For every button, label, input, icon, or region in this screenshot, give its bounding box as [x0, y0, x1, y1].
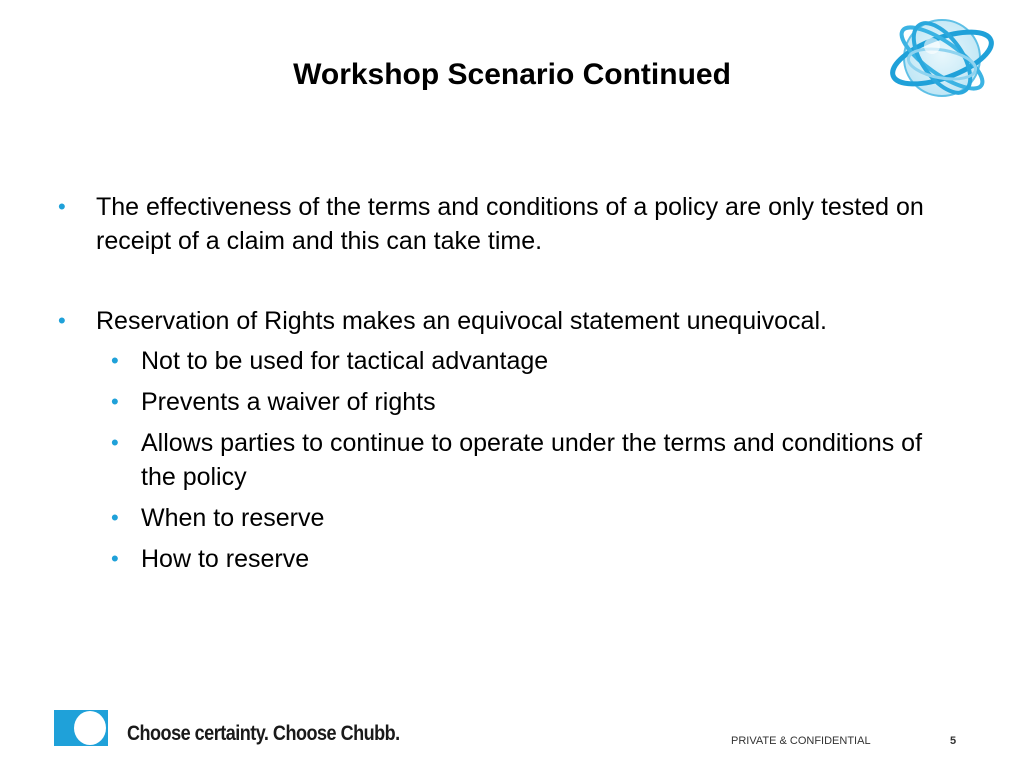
- bullet-dot-icon: •: [58, 308, 66, 333]
- sub-list-item: [56, 426, 956, 494]
- sub-list-item: [56, 385, 956, 419]
- bullet-dot-icon: •: [111, 348, 119, 373]
- sub-bullet-text: Prevents a waiver of rights: [141, 388, 436, 416]
- globe-logo-icon: [886, 8, 998, 112]
- bullet-dot-icon: •: [111, 505, 119, 530]
- footer-tagline: Choose certainty. Choose Chubb.: [127, 722, 400, 745]
- bullet-dot-icon: •: [111, 430, 119, 455]
- slide-body: [56, 190, 956, 583]
- bullet-text: Reservation of Rights makes an equivocal statement unequivocal.: [96, 307, 827, 335]
- chubb-logo-mark-icon: [54, 710, 108, 746]
- sub-bullet-text: Allows parties to continue to operate under the terms and conditions of the policy: [141, 429, 923, 491]
- sub-list-item: [56, 501, 956, 535]
- sub-bullet-text: When to reserve: [141, 504, 325, 532]
- list-item: [56, 190, 956, 258]
- slide-title: Workshop Scenario Continued: [293, 58, 731, 91]
- sub-bullet-text: How to reserve: [141, 545, 310, 573]
- bullet-dot-icon: •: [111, 546, 119, 571]
- bullet-dot-icon: •: [58, 194, 66, 219]
- list-item: [56, 304, 956, 338]
- page-number: 5: [950, 735, 957, 747]
- sub-list-item: [56, 344, 956, 378]
- bullet-dot-icon: •: [111, 389, 119, 414]
- confidentiality-label: PRIVATE & CONFIDENTIAL: [731, 735, 871, 747]
- sub-bullet-text: Not to be used for tactical advantage: [141, 347, 549, 375]
- sub-list-item: [56, 542, 956, 576]
- bullet-text: The effectiveness of the terms and conditions of a policy are only tested on receipt of a claim and this can take time.: [96, 193, 924, 255]
